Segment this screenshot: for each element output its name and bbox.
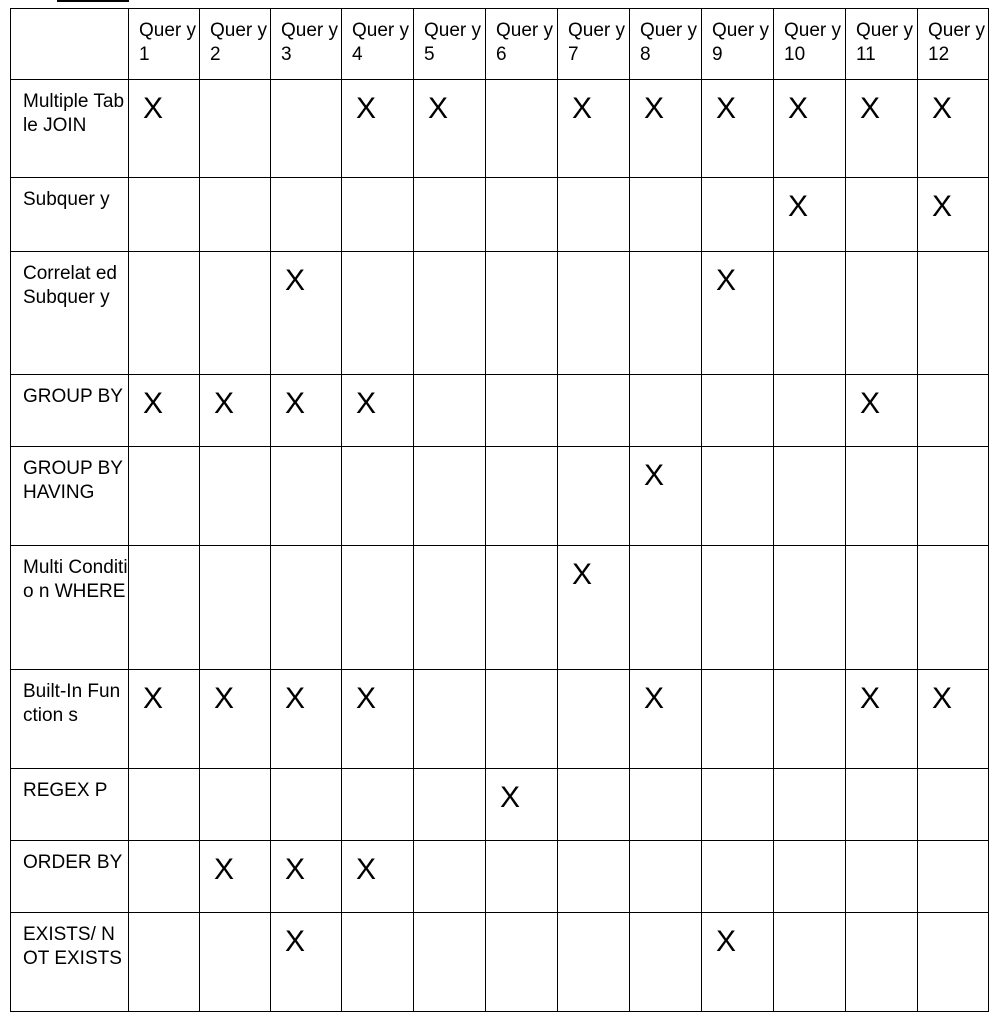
column-header: Quer y 12 — [918, 9, 989, 80]
table-body — [11, 9, 989, 1012]
header-row — [11, 9, 989, 80]
row-header: Correlat ed Subquer y — [11, 252, 129, 375]
mark-cell — [702, 769, 774, 841]
table-row — [11, 375, 989, 447]
mark-cell: X — [774, 178, 846, 252]
row-header: Multiple Table JOIN — [11, 80, 129, 178]
mark-cell: X — [342, 375, 414, 447]
column-header: Quer y6 — [486, 9, 558, 80]
row-header: Subquer y — [11, 178, 129, 252]
column-header: Quer y 1 — [129, 9, 200, 80]
mark-cell — [558, 178, 630, 252]
mark-cell — [129, 447, 200, 546]
mark-cell: X — [342, 670, 414, 769]
row-header: EXISTS/ NOT EXISTS — [11, 913, 129, 1012]
mark-cell — [558, 375, 630, 447]
mark-cell: X — [558, 80, 630, 178]
row-header: GROUP BY — [11, 375, 129, 447]
mark-cell — [630, 913, 702, 1012]
mark-cell: X — [200, 375, 271, 447]
mark-cell — [774, 769, 846, 841]
corner-cell — [11, 9, 129, 80]
column-header: Quer y8 — [630, 9, 702, 80]
mark-cell — [342, 546, 414, 670]
mark-cell — [774, 447, 846, 546]
table-row — [11, 841, 989, 913]
mark-cell — [486, 178, 558, 252]
mark-cell — [414, 447, 486, 546]
mark-cell — [129, 178, 200, 252]
row-header: Built-In Function s — [11, 670, 129, 769]
mark-cell — [200, 913, 271, 1012]
mark-cell — [129, 841, 200, 913]
mark-cell — [918, 841, 989, 913]
mark-cell — [486, 375, 558, 447]
mark-cell — [918, 252, 989, 375]
mark-cell: X — [558, 546, 630, 670]
mark-cell: X — [630, 670, 702, 769]
mark-cell — [918, 913, 989, 1012]
mark-cell: X — [918, 178, 989, 252]
mark-cell — [774, 841, 846, 913]
mark-cell: X — [271, 913, 342, 1012]
mark-cell — [630, 375, 702, 447]
mark-cell: X — [129, 670, 200, 769]
mark-cell: X — [271, 670, 342, 769]
mark-cell — [414, 769, 486, 841]
mark-cell — [702, 178, 774, 252]
mark-cell — [918, 375, 989, 447]
mark-cell: X — [918, 80, 989, 178]
mark-cell — [129, 546, 200, 670]
mark-cell — [558, 769, 630, 841]
mark-cell: X — [271, 252, 342, 375]
mark-cell — [414, 841, 486, 913]
mark-cell — [271, 80, 342, 178]
mark-cell — [558, 670, 630, 769]
mark-cell: X — [702, 913, 774, 1012]
mark-cell — [774, 913, 846, 1012]
column-header: Quer y10 — [774, 9, 846, 80]
mark-cell — [200, 447, 271, 546]
mark-cell — [129, 769, 200, 841]
mark-cell: X — [630, 447, 702, 546]
mark-cell — [846, 546, 918, 670]
mark-cell — [486, 447, 558, 546]
mark-cell — [414, 670, 486, 769]
mark-cell — [630, 178, 702, 252]
mark-cell — [414, 252, 486, 375]
mark-cell: X — [846, 375, 918, 447]
top-underline-fragment — [57, 0, 129, 2]
column-header: Quer y 3 — [271, 9, 342, 80]
mark-cell — [200, 769, 271, 841]
mark-cell: X — [342, 841, 414, 913]
mark-cell — [702, 546, 774, 670]
column-header: Quer y 11 — [846, 9, 918, 80]
mark-cell — [342, 769, 414, 841]
row-header: REGEX P — [11, 769, 129, 841]
table-row — [11, 252, 989, 375]
mark-cell: X — [846, 80, 918, 178]
table-row — [11, 670, 989, 769]
mark-cell — [846, 178, 918, 252]
mark-cell: X — [129, 375, 200, 447]
mark-cell — [414, 546, 486, 670]
column-header: Quer y 9 — [702, 9, 774, 80]
mark-cell — [774, 252, 846, 375]
mark-cell — [846, 447, 918, 546]
mark-cell — [558, 913, 630, 1012]
mark-cell — [486, 80, 558, 178]
mark-cell — [342, 913, 414, 1012]
table-row — [11, 546, 989, 670]
mark-cell — [200, 80, 271, 178]
mark-cell — [630, 546, 702, 670]
table-row — [11, 913, 989, 1012]
mark-cell — [918, 447, 989, 546]
mark-cell — [846, 252, 918, 375]
mark-cell — [129, 252, 200, 375]
mark-cell — [200, 546, 271, 670]
mark-cell: X — [918, 670, 989, 769]
mark-cell — [918, 769, 989, 841]
table-row — [11, 447, 989, 546]
mark-cell — [774, 375, 846, 447]
mark-cell — [774, 670, 846, 769]
mark-cell — [558, 447, 630, 546]
mark-cell — [846, 913, 918, 1012]
row-header: Multi Conditio n WHERE — [11, 546, 129, 670]
mark-cell — [486, 546, 558, 670]
mark-cell — [342, 178, 414, 252]
mark-cell: X — [200, 841, 271, 913]
mark-cell — [702, 841, 774, 913]
mark-cell — [271, 178, 342, 252]
mark-cell — [129, 913, 200, 1012]
column-header: Quer y4 — [342, 9, 414, 80]
mark-cell: X — [271, 841, 342, 913]
table-row — [11, 80, 989, 178]
mark-cell: X — [630, 80, 702, 178]
mark-cell — [342, 252, 414, 375]
mark-cell — [558, 252, 630, 375]
table-row — [11, 178, 989, 252]
mark-cell — [702, 447, 774, 546]
mark-cell — [702, 375, 774, 447]
column-header: Quer y 5 — [414, 9, 486, 80]
mark-cell — [486, 913, 558, 1012]
mark-cell — [918, 546, 989, 670]
mark-cell — [846, 769, 918, 841]
mark-cell — [486, 252, 558, 375]
mark-cell — [342, 447, 414, 546]
mark-cell — [271, 447, 342, 546]
mark-cell: X — [414, 80, 486, 178]
mark-cell: X — [702, 80, 774, 178]
column-header: Quer y 7 — [558, 9, 630, 80]
row-header: GROUP BY HAVING — [11, 447, 129, 546]
mark-cell: X — [271, 375, 342, 447]
mark-cell: X — [200, 670, 271, 769]
mark-cell: X — [702, 252, 774, 375]
mark-cell — [200, 178, 271, 252]
mark-cell — [630, 769, 702, 841]
mark-cell — [774, 546, 846, 670]
mark-cell — [486, 670, 558, 769]
mark-cell: X — [342, 80, 414, 178]
mark-cell — [414, 375, 486, 447]
mark-cell: X — [129, 80, 200, 178]
mark-cell — [486, 841, 558, 913]
table-row — [11, 769, 989, 841]
mark-cell — [271, 546, 342, 670]
mark-cell — [630, 252, 702, 375]
mark-cell: X — [846, 670, 918, 769]
mark-cell — [414, 178, 486, 252]
mark-cell — [200, 252, 271, 375]
mark-cell — [271, 769, 342, 841]
mark-cell — [558, 841, 630, 913]
query-feature-table — [10, 8, 989, 1012]
mark-cell — [414, 913, 486, 1012]
column-header: Quer y2 — [200, 9, 271, 80]
row-header: ORDER BY — [11, 841, 129, 913]
mark-cell: X — [774, 80, 846, 178]
mark-cell — [630, 841, 702, 913]
mark-cell — [702, 670, 774, 769]
mark-cell: X — [486, 769, 558, 841]
mark-cell — [846, 841, 918, 913]
